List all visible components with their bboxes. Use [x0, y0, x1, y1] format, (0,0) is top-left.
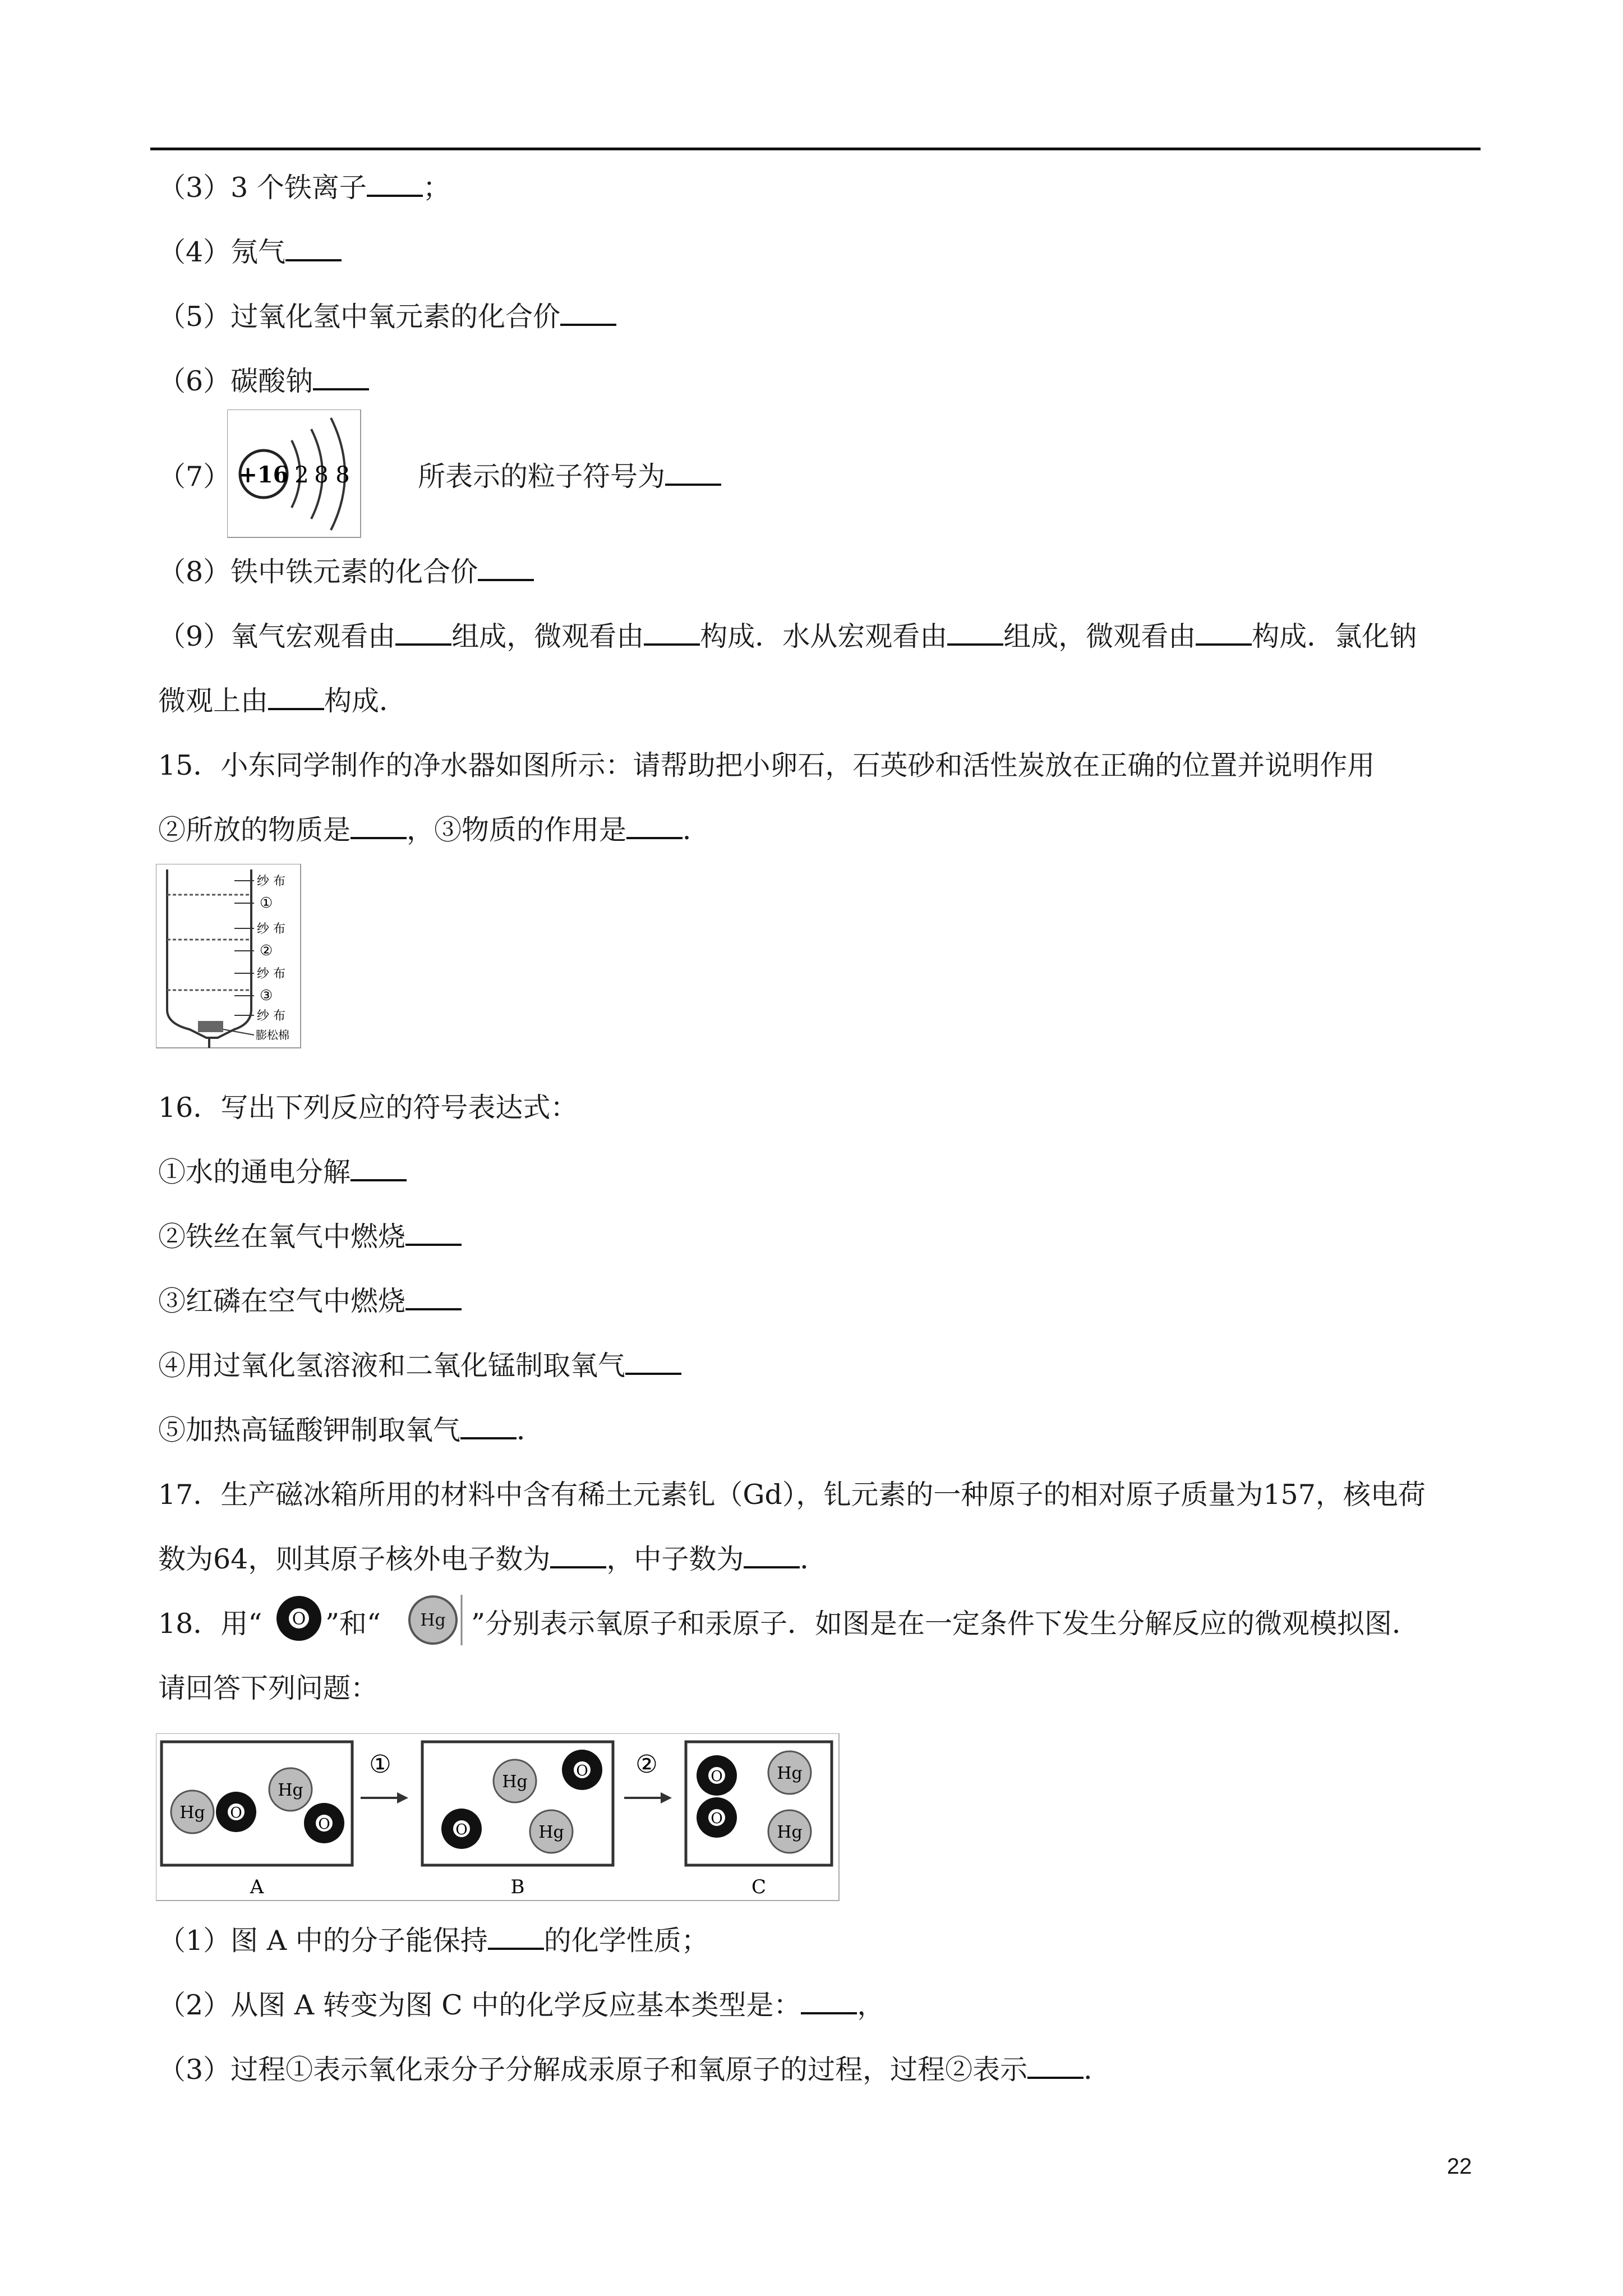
figure-label: 纱 布: [257, 1009, 285, 1023]
q16-item-1: ①水的通电分解: [158, 1156, 407, 1189]
box-label: C: [751, 1876, 767, 1898]
header-rule: [150, 148, 1481, 150]
svg-text:O: O: [711, 1768, 723, 1785]
mercury-oxide-decomposition-diagram: [156, 1733, 840, 1902]
q16-item-5: ⑤加热高锰酸钾制取氧气 ．: [158, 1414, 545, 1446]
figure-label: 纱 布: [257, 922, 285, 936]
shell-count: 2: [294, 462, 309, 488]
svg-text:O: O: [230, 1805, 242, 1821]
svg-text:O: O: [576, 1763, 588, 1779]
q18-line-1b: ”和“: [325, 1608, 381, 1640]
svg-text:Hg: Hg: [502, 1772, 528, 1792]
answer-blank[interactable]: [351, 815, 407, 839]
answer-blank[interactable]: [460, 1415, 517, 1439]
q16-item-3: ③红磷在空气中燃烧: [158, 1285, 462, 1318]
answer-blank[interactable]: [744, 1544, 800, 1568]
q17-line-2: 数为64，则其原子核外电子数为 ，中子数为 ．: [158, 1543, 828, 1575]
shell-count: 8: [314, 462, 329, 488]
mercury-atom-icon: [404, 1592, 465, 1648]
q14-item-7-text: 所表示的粒子符号为: [418, 460, 721, 494]
answer-blank[interactable]: [560, 301, 616, 326]
q14-item-7-prefix: （7）: [158, 461, 231, 493]
answer-blank[interactable]: [351, 1157, 407, 1181]
q14-item-8: （8）铁中铁元素的化合价: [158, 555, 534, 589]
water-purifier-figure: [156, 864, 302, 1049]
answer-blank[interactable]: [644, 621, 700, 646]
figure-label: ②: [260, 942, 273, 959]
q16-item-2: ②铁丝在氧气中燃烧: [158, 1220, 462, 1254]
answer-blank[interactable]: [947, 621, 1003, 646]
answer-blank[interactable]: [313, 366, 369, 390]
answer-blank[interactable]: [405, 1286, 462, 1310]
figure-label: ①: [260, 895, 273, 912]
answer-blank[interactable]: [478, 556, 534, 581]
oxygen-atom-icon: [274, 1593, 324, 1644]
q15-question: ②所放的物质是 ，③物质的作用是 ．: [158, 814, 711, 846]
answer-blank[interactable]: [268, 685, 324, 710]
figure-label: ③: [260, 987, 273, 1004]
step-label: ①: [369, 1750, 391, 1779]
answer-blank[interactable]: [550, 1544, 606, 1568]
q18-line-1c: ”分别表示氧原子和汞原子．如图是在一定条件下发生分解反应的微观模拟图．: [471, 1608, 1420, 1640]
box-label: A: [250, 1876, 264, 1898]
figure-label: 纱 布: [257, 967, 285, 981]
q14-item-6: （6）碳酸钠: [158, 365, 369, 398]
answer-blank[interactable]: [488, 1925, 544, 1950]
answer-blank[interactable]: [285, 237, 342, 261]
svg-text:Hg: Hg: [777, 1764, 803, 1783]
q14-item-9: （9）氧气宏观看由 组成，微观看由 构成．水从宏观看由 组成，微观看由 构成．氯化钠: [158, 620, 1417, 652]
svg-text:Hg: Hg: [420, 1611, 446, 1630]
answer-blank[interactable]: [395, 621, 451, 646]
q18-sub-1: （1）图 A 中的分子能保持 的化学性质；: [158, 1925, 709, 1957]
answer-blank[interactable]: [367, 172, 423, 197]
q15-title: 15．小东同学制作的净水器如图所示：请帮助把小卵石，石英砂和活性炭放在正确的位置并说明作用: [158, 749, 1375, 781]
figure-label: 纱 布: [257, 875, 285, 889]
q16-item-4: ④用过氧化氢溶液和二氧化锰制取氧气: [158, 1349, 681, 1383]
q14-item-4: （4）氖气: [158, 236, 342, 269]
svg-text:Hg: Hg: [538, 1823, 564, 1842]
answer-blank[interactable]: [625, 1350, 681, 1375]
svg-text:O: O: [711, 1810, 723, 1827]
q17-line-1: 17．生产磁冰箱所用的材料中含有稀土元素钆（Gd），钆元素的一种原子的相对原子质量为157，核电荷: [158, 1479, 1426, 1511]
nucleus-charge: +16: [238, 462, 289, 488]
step-label: ②: [635, 1750, 658, 1779]
q14-item-5: （5）过氧化氢中氧元素的化合价: [158, 300, 616, 334]
answer-blank[interactable]: [626, 815, 683, 839]
q14-item-9-cont: 微观上由 构成．: [158, 685, 407, 717]
answer-blank[interactable]: [405, 1221, 462, 1246]
q18-line-1a: 18．用“: [158, 1608, 262, 1640]
q18-sub-2: （2）从图 A 转变为图 C 中的化学反应基本类型是： ，: [158, 1989, 885, 2021]
svg-text:Hg: Hg: [278, 1780, 303, 1800]
svg-text:O: O: [292, 1609, 306, 1629]
answer-blank[interactable]: [801, 1990, 857, 2014]
q16-title: 16．写出下列反应的符号表达式：: [158, 1092, 578, 1124]
q18-line-2: 请回答下列问题：: [158, 1672, 379, 1704]
answer-blank[interactable]: [1027, 2054, 1083, 2079]
q18-sub-3: （3）过程①表示氧化汞分子分解成汞原子和氧原子的过程，过程②表示 ．: [158, 2054, 1112, 2086]
page-number: 22: [1447, 2154, 1472, 2179]
svg-text:Hg: Hg: [179, 1803, 205, 1823]
answer-blank[interactable]: [665, 461, 721, 486]
svg-text:O: O: [318, 1816, 330, 1833]
svg-text:O: O: [455, 1821, 468, 1838]
atom-structure-diagram: [227, 409, 362, 539]
figure-label: 膨松棉: [256, 1028, 289, 1042]
answer-blank[interactable]: [1196, 621, 1252, 646]
box-label: B: [510, 1876, 525, 1898]
shell-count: 8: [335, 462, 350, 488]
svg-text:Hg: Hg: [777, 1823, 803, 1842]
q14-item-3: （3）3 个铁离子 ；: [158, 172, 450, 204]
